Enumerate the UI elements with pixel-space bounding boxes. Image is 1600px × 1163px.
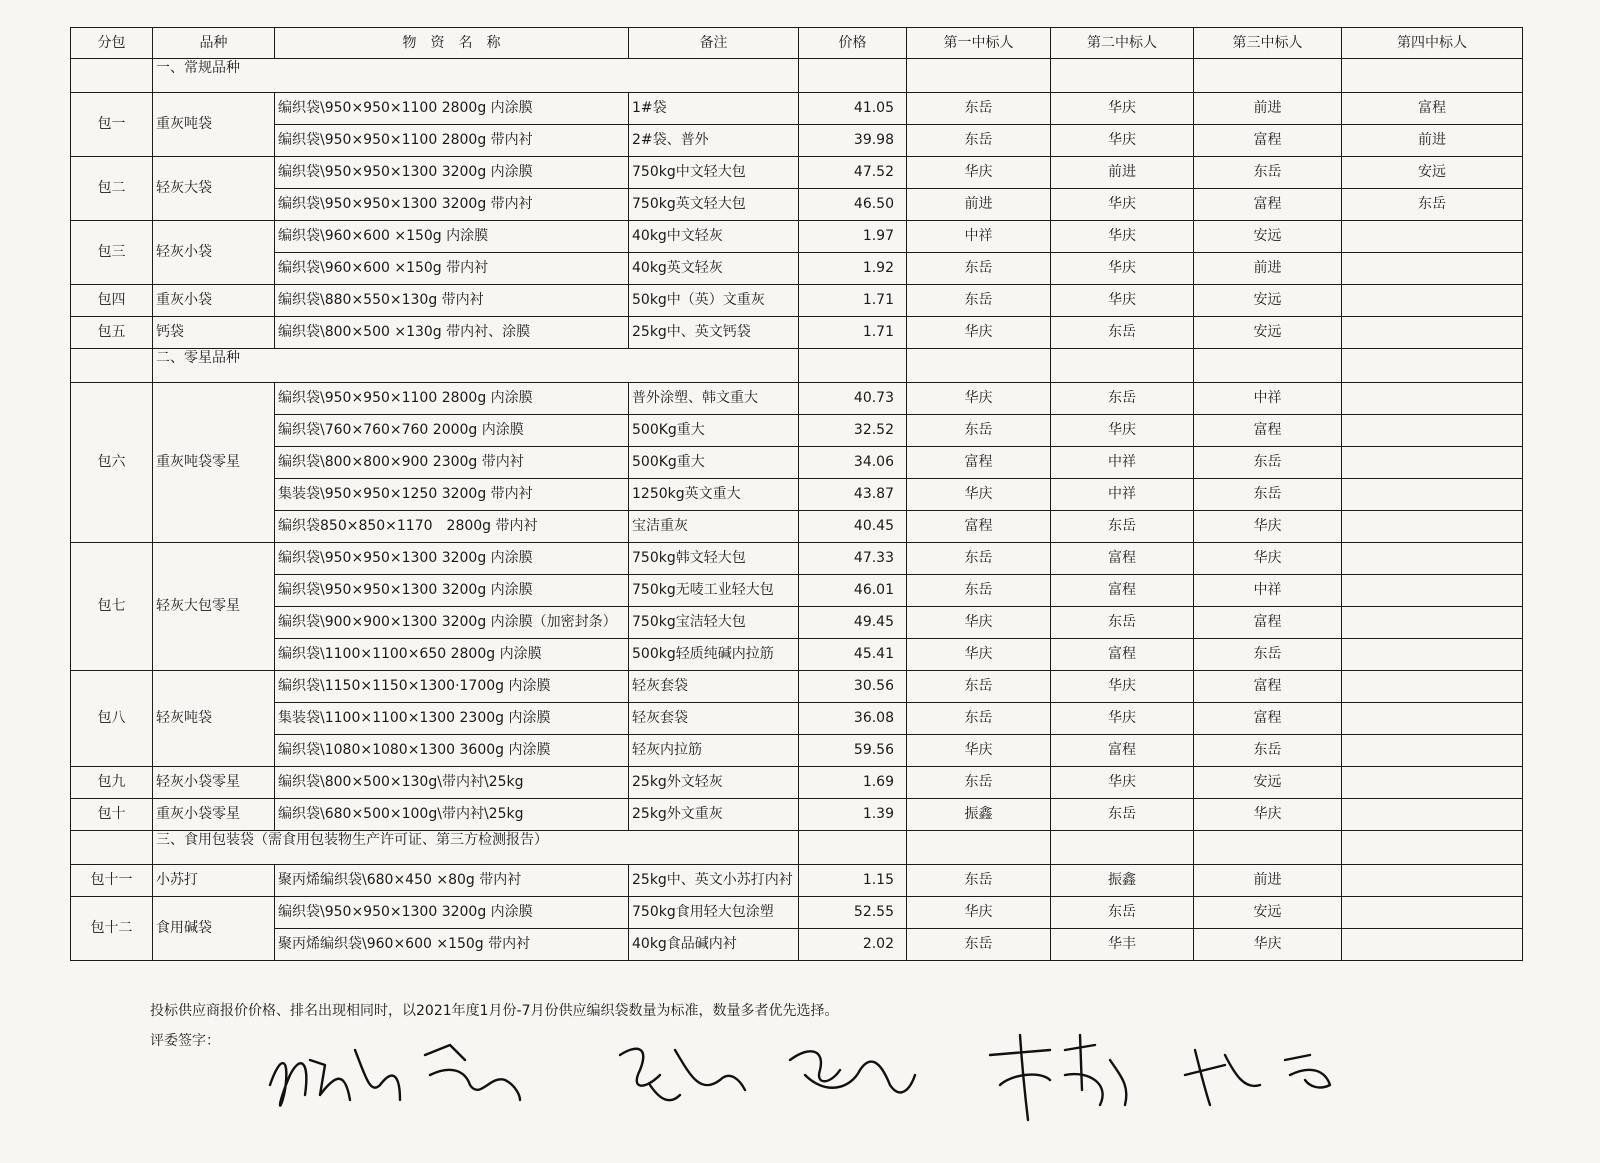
- winner-3-cell: 东岳: [1194, 479, 1342, 511]
- winner-1-cell: 东岳: [907, 285, 1051, 317]
- price-cell: 1.69: [799, 767, 907, 799]
- header-cell: 第三中标人: [1194, 28, 1342, 59]
- table-row: [71, 221, 1523, 253]
- remark-cell: 40kg英文轻灰: [629, 253, 799, 285]
- winner-1-cell: 东岳: [907, 575, 1051, 607]
- winner-2-cell: 华庆: [1051, 415, 1194, 447]
- variety-cell: 重灰小袋零星: [153, 799, 275, 831]
- table-row: [71, 543, 1523, 575]
- section-blank-cell: [1194, 59, 1342, 93]
- winner-2-cell: 华庆: [1051, 189, 1194, 221]
- remark-cell: 750kg宝洁轻大包: [629, 607, 799, 639]
- table-row: [71, 929, 1523, 961]
- remark-cell: 2#袋、普外: [629, 125, 799, 157]
- winner-4-cell: [1342, 799, 1523, 831]
- table-row: [71, 93, 1523, 125]
- remark-cell: 宝洁重灰: [629, 511, 799, 543]
- section-blank-cell: [1194, 349, 1342, 383]
- winner-1-cell: 东岳: [907, 671, 1051, 703]
- remark-cell: 750kg韩文轻大包: [629, 543, 799, 575]
- judge-signature-label: 评委签字：: [150, 1033, 220, 1049]
- table-row: [71, 799, 1523, 831]
- item-name-cell: 编织袋\760×760×760 2000g 内涂膜: [275, 415, 629, 447]
- winner-4-cell: [1342, 865, 1523, 897]
- bid-results-table: [70, 27, 1523, 961]
- price-cell: 32.52: [799, 415, 907, 447]
- bid-result-sheet: [70, 27, 1523, 961]
- package-cell: 包七: [71, 543, 153, 671]
- winner-3-cell: 富程: [1194, 189, 1342, 221]
- remark-cell: 轻灰套袋: [629, 703, 799, 735]
- table-row: [71, 735, 1523, 767]
- package-cell: 包五: [71, 317, 153, 349]
- price-cell: 2.02: [799, 929, 907, 961]
- package-cell: 包八: [71, 671, 153, 767]
- item-name-cell: 编织袋\950×950×1100 2800g 内涂膜: [275, 93, 629, 125]
- winner-2-cell: 华庆: [1051, 125, 1194, 157]
- price-cell: 1.97: [799, 221, 907, 253]
- section-blank-cell: [799, 831, 907, 865]
- header-cell: 备注: [629, 28, 799, 59]
- winner-4-cell: [1342, 929, 1523, 961]
- winner-3-cell: 富程: [1194, 607, 1342, 639]
- item-name-cell: 编织袋\880×550×130g 带内衬: [275, 285, 629, 317]
- winner-4-cell: [1342, 671, 1523, 703]
- price-cell: 40.45: [799, 511, 907, 543]
- remark-cell: 500Kg重大: [629, 447, 799, 479]
- winner-1-cell: 华庆: [907, 157, 1051, 189]
- winner-4-cell: [1342, 511, 1523, 543]
- winner-1-cell: 华庆: [907, 607, 1051, 639]
- package-cell: 包六: [71, 383, 153, 543]
- winner-3-cell: 华庆: [1194, 929, 1342, 961]
- winner-4-cell: [1342, 607, 1523, 639]
- item-name-cell: 编织袋\960×600 ×150g 内涂膜: [275, 221, 629, 253]
- winner-2-cell: 东岳: [1051, 897, 1194, 929]
- price-cell: 39.98: [799, 125, 907, 157]
- winner-3-cell: 东岳: [1194, 735, 1342, 767]
- section-blank-cell: [1051, 349, 1194, 383]
- price-cell: 49.45: [799, 607, 907, 639]
- winner-4-cell: [1342, 221, 1523, 253]
- item-name-cell: 编织袋\950×950×1300 3200g 内涂膜: [275, 543, 629, 575]
- price-cell: 47.33: [799, 543, 907, 575]
- winner-2-cell: 华庆: [1051, 285, 1194, 317]
- winner-3-cell: 安远: [1194, 767, 1342, 799]
- item-name-cell: 编织袋\1080×1080×1300 3600g 内涂膜: [275, 735, 629, 767]
- price-cell: 41.05: [799, 93, 907, 125]
- price-cell: 46.01: [799, 575, 907, 607]
- section-blank-cell: [1051, 59, 1194, 93]
- winner-4-cell: 东岳: [1342, 189, 1523, 221]
- winner-3-cell: 富程: [1194, 125, 1342, 157]
- table-row: [71, 639, 1523, 671]
- table-row: [71, 415, 1523, 447]
- remark-cell: 25kg中、英文钙袋: [629, 317, 799, 349]
- winner-3-cell: 东岳: [1194, 639, 1342, 671]
- winner-4-cell: [1342, 767, 1523, 799]
- winner-2-cell: 东岳: [1051, 317, 1194, 349]
- winner-3-cell: 安远: [1194, 317, 1342, 349]
- winner-1-cell: 东岳: [907, 703, 1051, 735]
- remark-cell: 1250kg英文重大: [629, 479, 799, 511]
- table-row: [71, 383, 1523, 415]
- table-row: [71, 447, 1523, 479]
- item-name-cell: 编织袋\680×500×100g\带内衬\25kg: [275, 799, 629, 831]
- variety-cell: 轻灰大袋: [153, 157, 275, 221]
- remark-cell: 750kg中文轻大包: [629, 157, 799, 189]
- winner-1-cell: 东岳: [907, 929, 1051, 961]
- package-cell: 包十: [71, 799, 153, 831]
- header-row: [71, 28, 1523, 59]
- remark-cell: 750kg食用轻大包涂塑: [629, 897, 799, 929]
- winner-3-cell: 安远: [1194, 285, 1342, 317]
- price-cell: 43.87: [799, 479, 907, 511]
- package-cell: 包四: [71, 285, 153, 317]
- table-row: [71, 253, 1523, 285]
- remark-cell: 普外涂塑、韩文重大: [629, 383, 799, 415]
- item-name-cell: 编织袋850×850×1170 2800g 带内衬: [275, 511, 629, 543]
- remark-cell: 500Kg重大: [629, 415, 799, 447]
- price-cell: 1.39: [799, 799, 907, 831]
- table-row: [71, 607, 1523, 639]
- winner-1-cell: 华庆: [907, 317, 1051, 349]
- winner-4-cell: [1342, 447, 1523, 479]
- winner-4-cell: [1342, 543, 1523, 575]
- winner-3-cell: 富程: [1194, 703, 1342, 735]
- variety-cell: 小苏打: [153, 865, 275, 897]
- remark-cell: 1#袋: [629, 93, 799, 125]
- winner-1-cell: 东岳: [907, 415, 1051, 447]
- winner-1-cell: 华庆: [907, 383, 1051, 415]
- table-row: [71, 575, 1523, 607]
- winner-4-cell: [1342, 735, 1523, 767]
- item-name-cell: 编织袋\950×950×1300 3200g 内涂膜: [275, 157, 629, 189]
- section-blank-cell: [907, 349, 1051, 383]
- winner-1-cell: 振鑫: [907, 799, 1051, 831]
- winner-3-cell: 华庆: [1194, 799, 1342, 831]
- remark-cell: 50kg中（英）文重灰: [629, 285, 799, 317]
- remark-cell: 轻灰内拉筋: [629, 735, 799, 767]
- winner-1-cell: 富程: [907, 511, 1051, 543]
- section-blank-cell: [907, 831, 1051, 865]
- winner-3-cell: 华庆: [1194, 543, 1342, 575]
- winner-2-cell: 振鑫: [1051, 865, 1194, 897]
- price-cell: 47.52: [799, 157, 907, 189]
- remark-cell: 25kg外文轻灰: [629, 767, 799, 799]
- table-row: [71, 767, 1523, 799]
- price-cell: 45.41: [799, 639, 907, 671]
- winner-2-cell: 华庆: [1051, 671, 1194, 703]
- winner-3-cell: 富程: [1194, 671, 1342, 703]
- table-row: [71, 317, 1523, 349]
- price-cell: 1.71: [799, 285, 907, 317]
- remark-cell: 750kg英文轻大包: [629, 189, 799, 221]
- price-cell: 1.71: [799, 317, 907, 349]
- winner-3-cell: 东岳: [1194, 157, 1342, 189]
- winner-2-cell: 富程: [1051, 735, 1194, 767]
- section-row: [71, 349, 1523, 383]
- winner-1-cell: 华庆: [907, 479, 1051, 511]
- item-name-cell: 编织袋\950×950×1300 3200g 内涂膜: [275, 897, 629, 929]
- price-cell: 34.06: [799, 447, 907, 479]
- winner-4-cell: [1342, 317, 1523, 349]
- winner-4-cell: [1342, 415, 1523, 447]
- price-cell: 59.56: [799, 735, 907, 767]
- section-title: 二、零星品种: [153, 349, 799, 383]
- package-cell: 包十一: [71, 865, 153, 897]
- item-name-cell: 聚丙烯编织袋\680×450 ×80g 带内衬: [275, 865, 629, 897]
- winner-2-cell: 华庆: [1051, 767, 1194, 799]
- price-cell: 36.08: [799, 703, 907, 735]
- section-title: 一、常规品种: [153, 59, 799, 93]
- table-row: [71, 285, 1523, 317]
- header-cell: 第四中标人: [1342, 28, 1523, 59]
- ranking-rule-note: 投标供应商报价价格、排名出现相同时，以2021年度1月份-7月份供应编织袋数量为标准，数量多者优先选择。: [150, 1003, 839, 1019]
- winner-4-cell: [1342, 575, 1523, 607]
- header-cell: 价格: [799, 28, 907, 59]
- winner-3-cell: 安远: [1194, 897, 1342, 929]
- judge-signatures: [250, 1015, 1350, 1135]
- winner-1-cell: 东岳: [907, 767, 1051, 799]
- table-row: [71, 511, 1523, 543]
- winner-4-cell: 安远: [1342, 157, 1523, 189]
- winner-4-cell: [1342, 703, 1523, 735]
- winner-3-cell: 安远: [1194, 221, 1342, 253]
- section-blank-cell: [71, 349, 153, 383]
- item-name-cell: 编织袋\960×600 ×150g 带内衬: [275, 253, 629, 285]
- remark-cell: 轻灰套袋: [629, 671, 799, 703]
- winner-3-cell: 中祥: [1194, 383, 1342, 415]
- winner-2-cell: 东岳: [1051, 799, 1194, 831]
- winner-2-cell: 华庆: [1051, 221, 1194, 253]
- winner-2-cell: 华庆: [1051, 703, 1194, 735]
- item-name-cell: 集装袋\950×950×1250 3200g 带内衬: [275, 479, 629, 511]
- item-name-cell: 编织袋\1150×1150×1300·1700g 内涂膜: [275, 671, 629, 703]
- package-cell: 包十二: [71, 897, 153, 961]
- winner-1-cell: 东岳: [907, 125, 1051, 157]
- winner-1-cell: 富程: [907, 447, 1051, 479]
- winner-4-cell: 富程: [1342, 93, 1523, 125]
- table-row: [71, 671, 1523, 703]
- remark-cell: 25kg外文重灰: [629, 799, 799, 831]
- price-cell: 46.50: [799, 189, 907, 221]
- header-cell: 分包: [71, 28, 153, 59]
- winner-2-cell: 富程: [1051, 575, 1194, 607]
- winner-3-cell: 前进: [1194, 865, 1342, 897]
- variety-cell: 轻灰吨袋: [153, 671, 275, 767]
- section-blank-cell: [907, 59, 1051, 93]
- winner-2-cell: 东岳: [1051, 383, 1194, 415]
- winner-3-cell: 前进: [1194, 93, 1342, 125]
- section-row: [71, 831, 1523, 865]
- item-name-cell: 编织袋\950×950×1100 2800g 带内衬: [275, 125, 629, 157]
- header-cell: 物 资 名 称: [275, 28, 629, 59]
- price-cell: 52.55: [799, 897, 907, 929]
- winner-3-cell: 前进: [1194, 253, 1342, 285]
- winner-4-cell: [1342, 639, 1523, 671]
- item-name-cell: 编织袋\800×500×130g\带内衬\25kg: [275, 767, 629, 799]
- winner-4-cell: [1342, 479, 1523, 511]
- remark-cell: 500kg轻质纯碱内拉筋: [629, 639, 799, 671]
- price-cell: 1.15: [799, 865, 907, 897]
- table-row: [71, 157, 1523, 189]
- item-name-cell: 编织袋\800×800×900 2300g 带内衬: [275, 447, 629, 479]
- winner-2-cell: 东岳: [1051, 607, 1194, 639]
- winner-1-cell: 东岳: [907, 253, 1051, 285]
- package-cell: 包九: [71, 767, 153, 799]
- winner-2-cell: 华庆: [1051, 93, 1194, 125]
- section-blank-cell: [1342, 831, 1523, 865]
- section-row: [71, 59, 1523, 93]
- section-title: 三、食用包装袋（需食用包装物生产许可证、第三方检测报告）: [153, 831, 799, 865]
- item-name-cell: 编织袋\950×950×1100 2800g 内涂膜: [275, 383, 629, 415]
- winner-4-cell: 前进: [1342, 125, 1523, 157]
- variety-cell: 轻灰小袋零星: [153, 767, 275, 799]
- winner-1-cell: 华庆: [907, 639, 1051, 671]
- section-blank-cell: [71, 831, 153, 865]
- winner-4-cell: [1342, 253, 1523, 285]
- winner-2-cell: 华丰: [1051, 929, 1194, 961]
- winner-2-cell: 富程: [1051, 639, 1194, 671]
- header-cell: 第一中标人: [907, 28, 1051, 59]
- remark-cell: 25kg中、英文小苏打内衬: [629, 865, 799, 897]
- header-cell: 品种: [153, 28, 275, 59]
- winner-4-cell: [1342, 285, 1523, 317]
- package-cell: 包三: [71, 221, 153, 285]
- variety-cell: 重灰小袋: [153, 285, 275, 317]
- item-name-cell: 编织袋\1100×1100×650 2800g 内涂膜: [275, 639, 629, 671]
- price-cell: 1.92: [799, 253, 907, 285]
- winner-3-cell: 东岳: [1194, 447, 1342, 479]
- winner-2-cell: 中祥: [1051, 447, 1194, 479]
- winner-1-cell: 东岳: [907, 865, 1051, 897]
- variety-cell: 轻灰小袋: [153, 221, 275, 285]
- section-blank-cell: [1342, 59, 1523, 93]
- price-cell: 30.56: [799, 671, 907, 703]
- remark-cell: 750kg无唛工业轻大包: [629, 575, 799, 607]
- variety-cell: 重灰吨袋零星: [153, 383, 275, 543]
- winner-1-cell: 中祥: [907, 221, 1051, 253]
- table-row: [71, 479, 1523, 511]
- table-row: [71, 703, 1523, 735]
- winner-2-cell: 东岳: [1051, 511, 1194, 543]
- winner-2-cell: 富程: [1051, 543, 1194, 575]
- winner-1-cell: 前进: [907, 189, 1051, 221]
- section-blank-cell: [1342, 349, 1523, 383]
- winner-4-cell: [1342, 897, 1523, 929]
- section-blank-cell: [1051, 831, 1194, 865]
- section-blank-cell: [1194, 831, 1342, 865]
- winner-3-cell: 富程: [1194, 415, 1342, 447]
- winner-2-cell: 前进: [1051, 157, 1194, 189]
- package-cell: 包一: [71, 93, 153, 157]
- winner-1-cell: 华庆: [907, 735, 1051, 767]
- variety-cell: 重灰吨袋: [153, 93, 275, 157]
- section-blank-cell: [799, 349, 907, 383]
- winner-2-cell: 华庆: [1051, 253, 1194, 285]
- table-row: [71, 125, 1523, 157]
- price-cell: 40.73: [799, 383, 907, 415]
- winner-3-cell: 华庆: [1194, 511, 1342, 543]
- item-name-cell: 集装袋\1100×1100×1300 2300g 内涂膜: [275, 703, 629, 735]
- item-name-cell: 编织袋\950×950×1300 3200g 带内衬: [275, 189, 629, 221]
- item-name-cell: 聚丙烯编织袋\960×600 ×150g 带内衬: [275, 929, 629, 961]
- remark-cell: 40kg中文轻灰: [629, 221, 799, 253]
- winner-4-cell: [1342, 383, 1523, 415]
- package-cell: 包二: [71, 157, 153, 221]
- winner-3-cell: 中祥: [1194, 575, 1342, 607]
- table-row: [71, 865, 1523, 897]
- table-row: [71, 189, 1523, 221]
- item-name-cell: 编织袋\950×950×1300 3200g 内涂膜: [275, 575, 629, 607]
- winner-1-cell: 东岳: [907, 543, 1051, 575]
- remark-cell: 40kg食品碱内衬: [629, 929, 799, 961]
- item-name-cell: 编织袋\900×900×1300 3200g 内涂膜（加密封条）: [275, 607, 629, 639]
- item-name-cell: 编织袋\800×500 ×130g 带内衬、涂膜: [275, 317, 629, 349]
- winner-1-cell: 东岳: [907, 93, 1051, 125]
- section-blank-cell: [71, 59, 153, 93]
- table-row: [71, 897, 1523, 929]
- variety-cell: 食用碱袋: [153, 897, 275, 961]
- winner-2-cell: 中祥: [1051, 479, 1194, 511]
- variety-cell: 钙袋: [153, 317, 275, 349]
- header-cell: 第二中标人: [1051, 28, 1194, 59]
- winner-1-cell: 华庆: [907, 897, 1051, 929]
- section-blank-cell: [799, 59, 907, 93]
- variety-cell: 轻灰大包零星: [153, 543, 275, 671]
